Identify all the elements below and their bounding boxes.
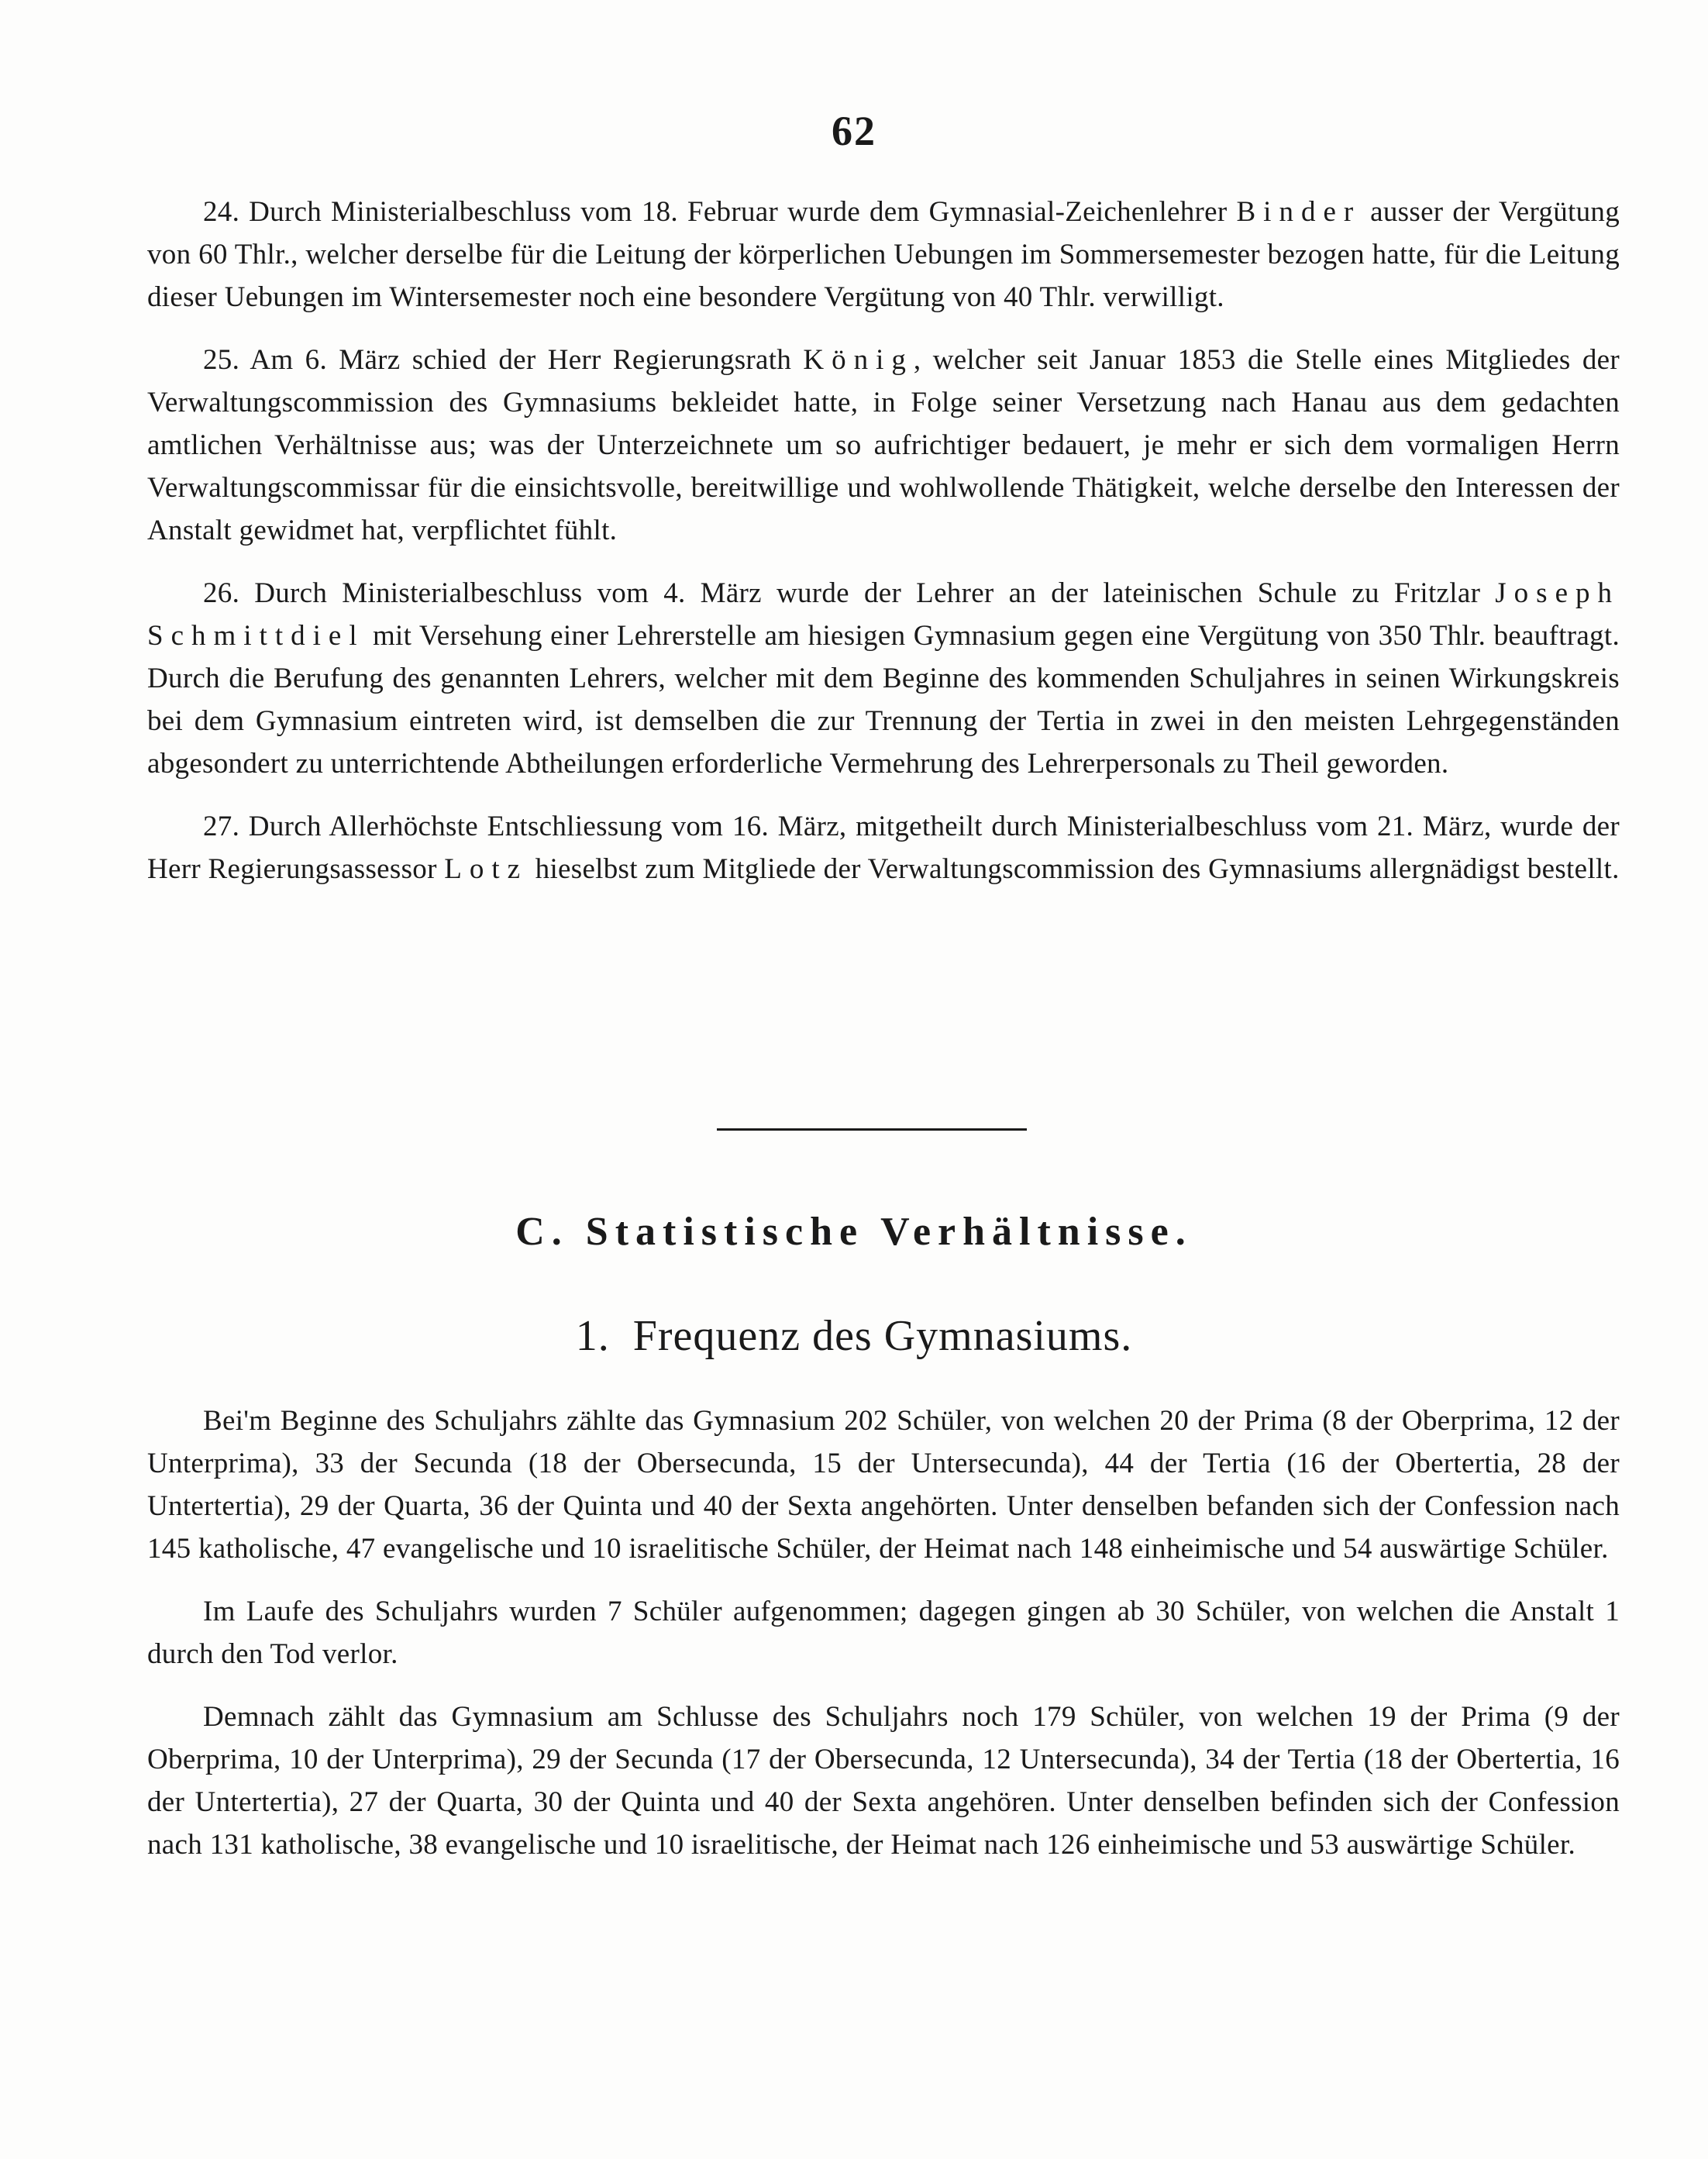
section-heading: C. Statistische Verhältnisse. bbox=[515, 1210, 1193, 1254]
paragraph-25: 25. Am 6. März schied der Herr Regierungsrath König, welcher seit Januar 1853 die Stelle eines Mitgliedes der Verwaltungscommission des Gymnasiums bekleidet hatte, in Folge seiner Versetzung nach Hanau aus dem gedachten amtlichen Verhältnisse aus; was der Unterzeichnete um so aufrichtiger bedauert, je mehr er sich dem vormaligen Herrn Verwaltungscommissar für die einsichtsvolle, bereitwillige und wohlwollende Thätigkeit, welche derselbe den Interessen der Anstalt gewidmet hat, verpflichtet fühlt. bbox=[147, 344, 1620, 546]
official-name-lotz: Lotz bbox=[444, 853, 529, 885]
announcements-block bbox=[147, 191, 1620, 890]
subsection-title: Frequenz des Gymnasiums. bbox=[632, 1312, 1133, 1360]
teacher-name-binder: Binder bbox=[1236, 196, 1362, 228]
subsection-heading bbox=[0, 1311, 1708, 1361]
section-divider bbox=[717, 1128, 1027, 1131]
paragraph-27: 27. Durch Allerhöchste Entschliessung vom 16. März, mitgetheilt durch Ministerialbeschluss vom 21. März, wurde der Herr Regierungsassessor Lotz hieselbst zum Mitgliede der Verwaltungscommission des Gymnasiums allergnädigst bestellt. bbox=[147, 811, 1620, 885]
paragraph-24: 24. Durch Ministerialbeschluss vom 18. Februar wurde dem Gymnasial-Zeichenlehrer Binder ausser der Vergütung von 60 Thlr., welcher derselbe für die Leitung der körperlichen Uebungen im Sommersemester bezogen hatte, für die Leitung dieser Uebungen im Wintersemester noch eine besondere Vergütung von 40 Thlr. verwilligt. bbox=[147, 196, 1620, 313]
statistics-block bbox=[147, 1400, 1620, 1866]
official-name-koenig: König bbox=[803, 344, 914, 376]
paragraph-26: 26. Durch Ministerialbeschluss vom 4. März wurde der Lehrer an der lateinischen Schule zu Fritzlar Joseph Schmittdiel mit Versehung einer Lehrerstelle am hiesigen Gymnasium gegen eine Vergütung von 350 Thlr. beauftragt. Durch die Berufung des genannten Lehrers, welcher mit dem Beginne des kommenden Schuljahres in seinen Wirkungskreis bei dem Gymnasium eintreten wird, ist demselben die zur Trennung der Tertia in zwei in den meisten Lehrgegenständen abgesondert zu unterrichtende Abtheilungen erforderliche Vermehrung des Lehrerpersonals zu Theil geworden. bbox=[147, 577, 1620, 780]
page-number: 62 bbox=[832, 108, 876, 154]
statistics-paragraph-end: Demnach zählt das Gymnasium am Schlusse des Schuljahrs noch 179 Schüler, von welchen 19 der Prima (9 der Oberprima, 10 der Unterprima), 29 der Secunda (17 der Obersecunda, 12 Untersecunda), 34 der Tertia (18 der Obertertia, 16 der Untertertia), 27 der Quarta, 30 der Quinta und 40 der Sexta angehören. Unter denselben befinden sich der Confession nach 131 katholische, 38 evangelische und 10 israelitische, der Heimat nach 126 einheimische und 53 auswärtige Schüler. bbox=[147, 1701, 1620, 1861]
statistics-paragraph-start: Bei'm Beginne des Schuljahrs zählte das Gymnasium 202 Schüler, von welchen 20 der Prima (8 der Oberprima, 12 der Unterprima), 33 der Secunda (18 der Obersecunda, 15 der Untersecunda), 44 der Tertia (16 der Obertertia, 28 der Untertertia), 29 der Quarta, 36 der Quinta und 40 der Sexta angehörten. Unter denselben befanden sich der Confession nach 145 katholische, 47 evangelische und 10 israelitische Schüler, der Heimat nach 148 einheimische und 54 auswärtige Schüler. bbox=[147, 1405, 1620, 1565]
teacher-name-schmittdiel: Joseph Schmittdiel bbox=[147, 577, 1620, 652]
subsection-number: 1. bbox=[575, 1312, 610, 1360]
statistics-paragraph-changes: Im Laufe des Schuljahrs wurden 7 Schüler aufgenommen; dagegen gingen ab 30 Schüler, von welchen die Anstalt 1 durch den Tod verlor. bbox=[147, 1596, 1620, 1670]
